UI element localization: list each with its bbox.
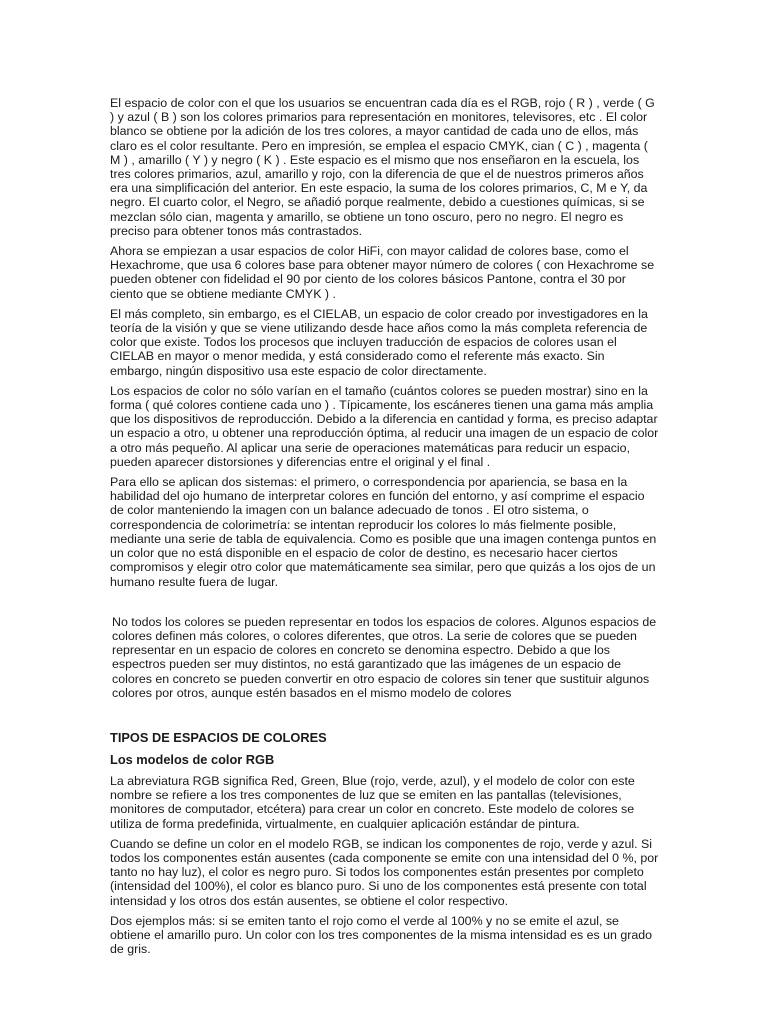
document-page [110, 96, 660, 962]
paragraph-rgb-examples: Dos ejemplos más: si se emiten tanto el rojo como el verde al 100% y no se emite el azul, se obtiene el amarillo puro. Un color con los tres componentes de la misma intensidad es es un grado de gris. [110, 913, 653, 957]
paragraph-matching-systems: Para ello se aplican dos sistemas: el primero, o correspondencia por apariencia, se basa en la habilidad del ojo humano de interpretar colores en función del entorno, y así comprime el espacio de color manteniendo la imagen con un balance adecuado de tonos . El otro sistema, o correspondencia de colorimetría: se intentan reproducir los colores lo más fielmente posible, mediante una serie de tabla de equivalencia. Como es posible que una imagen contenga puntos en un color que no está disponible en el espacio de color de destino, es necesario hacer ciertos compromisos y elegir otro color que matemáticamente sea similar, pero que quizás a los ojos de un humano resulte fuera de lugar. [110, 475, 657, 589]
paragraph-spectrum: No todos los colores se pueden representar en todos los espacios de colores. Algunos espacios de colores definen más colores, o colores diferentes, que otros. La serie de colores que se pueden representar en un espacio de colores en concreto se denomina espectro. Debido a que los espectros pueden ser muy distintos, no está garantizado que las imágenes de un espacio de colores en concreto se pueden convertir en otro espacio de colores sin tener que sustituir algunos colores por otros, aunque estén basados en el mismo modelo de colores [112, 614, 657, 700]
paragraph-cielab: El más completo, sin embargo, es el CIELAB, un espacio de color creado por investigadores en la teoría de la visión y que se viene utilizando desde hace años como la más completa referencia de color que existe. Todos los procesos que incluyen traducción de espacios de colores usan el CIELAB en mayor o menor medida, y está considerado como el referente más exacto. Sin embargo, ningún dispositivo usa este espacio de color directamente. [110, 306, 648, 378]
paragraph-gamut-differences: Los espacios de color no sólo varían en el tamaño (cuántos colores se pueden mostrar) sino en la forma ( qué colores contiene cada uno ) . Típicamente, los escáneres tienen una gama más amplia que los dispositivos de reproducción. Debido a la diferencia en cantidad y forma, es preciso adaptar un espacio a otro, u obtener una reproducción óptima, al reducir una imagen de un espacio de color a otro más pequeño. Al aplicar una serie de operaciones matemáticas para reducir un espacio, pueden aparecer distorsiones y diferencias entre el original y el final . [110, 383, 659, 469]
paragraph-hifi-hexachrome: Ahora se empiezan a usar espacios de color HiFi, con mayor calidad de colores base, como el Hexachrome, que usa 6 colores base para obtener mayor número de colores ( con Hexachrome se pueden obtener con fidelidad el 90 por ciento de los colores básicos Pantone, contra el 30 por ciento que se obtiene mediante CMYK ) . [110, 244, 655, 301]
subsection-title: Los modelos de color RGB [110, 751, 275, 767]
paragraph-rgb-components: Cuando se define un color en el modelo RGB, se indican los componentes de rojo, verde y azul. Si todos los componentes están ausentes (cada componente se emite con una intensidad del 0 %, por tanto no hay luz), el color es negro puro. Si todos los componentes están presentes por completo (intensidad del 100%), el color es blanco puro. Si uno de los componentes está presente con total intensidad y los otros dos están ausentes, se obtiene el color respectivo. [110, 836, 659, 908]
paragraph-rgb-cmyk-intro: El espacio de color con el que los usuarios se encuentran cada día es el RGB, rojo ( R ) , verde ( G ) y azul ( B ) son los colores primarios para representación en monitores, televisores, etc . El color blanco se obtiene por la adición de los tres colores, a mayor cantidad de cada uno de ellos, más claro es el color resultante. Pero en impresión, se emplea el espacio CMYK, cian ( C ) , magenta ( M ) , amarillo ( Y ) y negro ( K ) . Este espacio es el mismo que nos enseñaron en la escuela, los tres colores primarios, azul, amarillo y rojo, con la diferencia de que el de nuestros primeros años era una simplificación del anterior. En este espacio, la suma de los colores primarios, C, M e Y, da negro. El cuarto color, el Negro, se añadió porque realmente, debido a cuestiones químicas, si se mezclan sólo cian, magenta y amarillo, se obtiene un tono oscuro, pero no negro. El negro es preciso para obtener tonos más contrastados. [110, 96, 655, 238]
section-title: TIPOS DE ESPACIOS DE COLORES [110, 729, 327, 745]
paragraph-rgb-definition: La abreviatura RGB significa Red, Green, Blue (rojo, verde, azul), y el modelo de color con este nombre se refiere a los tres componentes de luz que se emiten en las pantallas (televisiones, monitores de computador, etcétera) para crear un color en concreto. Este modelo de colores se utiliza de forma predefinida, virtualmente, en cualquier aplicación estándar de pintura. [110, 773, 635, 831]
